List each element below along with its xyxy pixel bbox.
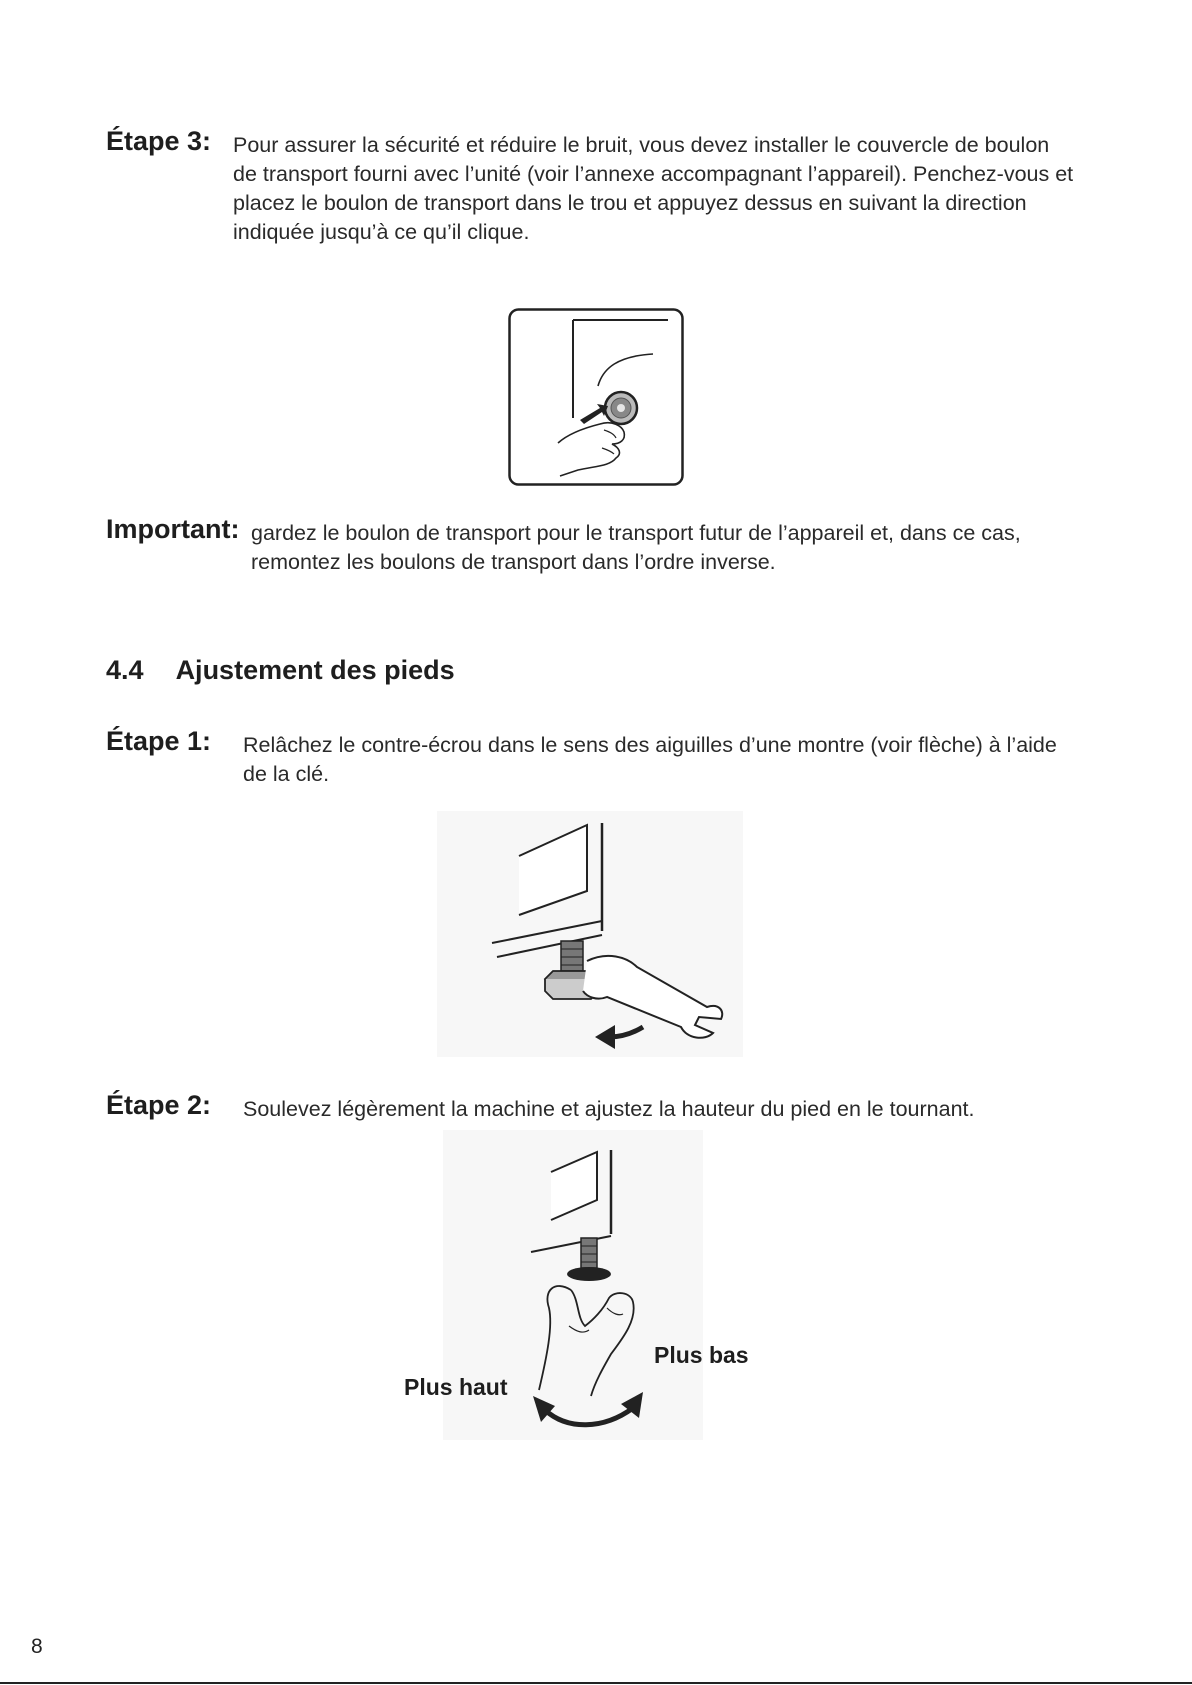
step3-text: Pour assurer la sécurité et réduire le bruit, vous devez installer le couvercle de boulon de transport fourni avec l’unité (voir l’annexe accompagnant l’appareil). Penchez-vous et placez le boulon de transport dans le trou et appuyez dessus en suivant la direction indiquée jusqu’à ce qu’il clique. xyxy=(233,133,1074,244)
step3-label: Étape 3: xyxy=(106,126,212,156)
bottom-rule xyxy=(0,1682,1192,1684)
section-number: 4.4 xyxy=(106,655,144,685)
section-title: Ajustement des pieds xyxy=(175,655,455,685)
label-plus-bas: Plus bas xyxy=(654,1342,749,1368)
step2-label: Étape 2: xyxy=(106,1090,212,1120)
step2-text: Soulevez légèrement la machine et ajustez la hauteur du pied en le tournant. xyxy=(243,1097,975,1121)
step1-text: Relâchez le contre-écrou dans le sens des aiguilles d’une montre (voir flèche) à l’aide de la clé. xyxy=(243,733,1057,786)
step1-label: Étape 1: xyxy=(106,726,212,756)
wrench-figure xyxy=(437,811,743,1057)
transport-bolt-figure xyxy=(508,308,684,486)
important-text: gardez le boulon de transport pour le transport futur de l’appareil et, dans ce cas, remontez les boulons de transport dans l’ordre inverse. xyxy=(251,521,1021,574)
section-heading xyxy=(106,655,455,686)
important-label: Important: xyxy=(106,514,240,544)
page-number: 8 xyxy=(31,1635,43,1658)
label-plus-haut: Plus haut xyxy=(404,1374,508,1400)
